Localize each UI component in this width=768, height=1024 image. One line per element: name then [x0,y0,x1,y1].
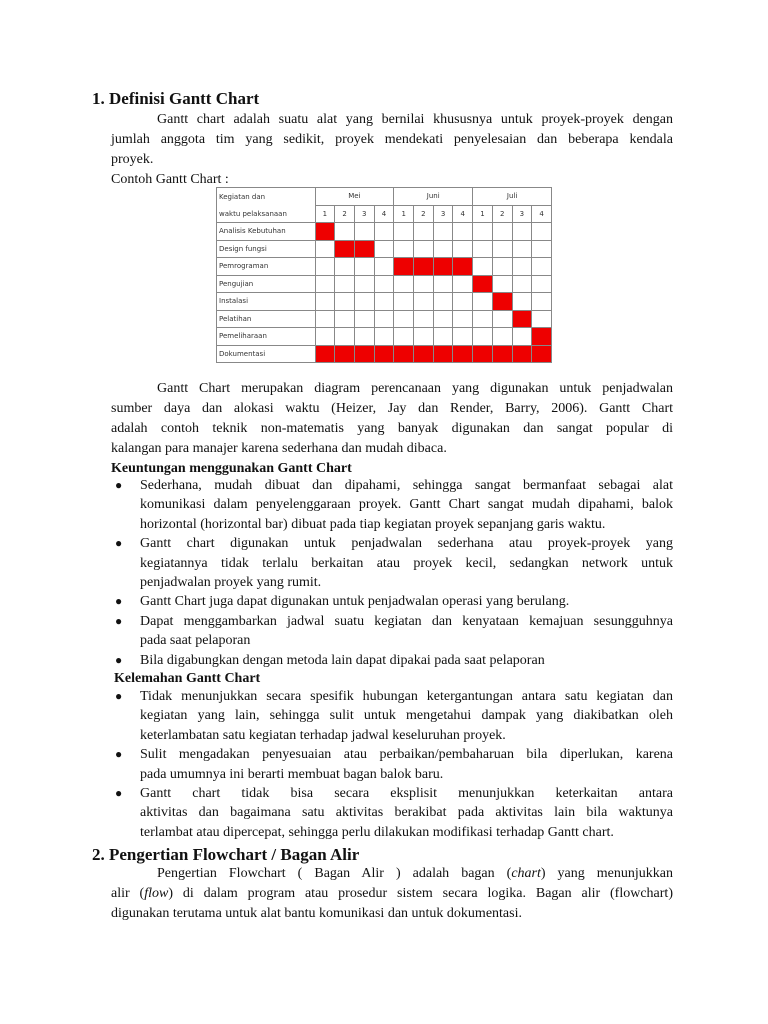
gantt-bar-cell [354,345,374,363]
gantt-bar-cell [512,345,532,363]
gantt-week-label: 1 [315,205,335,223]
intro-line-2: jumlah anggota tim yang sedikit, proyek mendekati penyelesaian dan beberapa kendala [111,132,673,147]
gantt-bar-cell [473,275,493,293]
body-line-2: sumber daya dan alokasi waktu (Heizer, Jay dan Render, Barry, 2006). Gantt Chart [111,401,673,416]
gantt-empty-cell [453,328,473,346]
weakness-item-line: pada umumnya ini berarti membuat bagan balok baru. [140,766,444,782]
gantt-bar-cell [453,258,473,276]
gantt-task-row [217,345,552,363]
gantt-task-name: Instalasi [217,293,316,311]
gantt-empty-cell [335,223,355,241]
advantages-list [111,476,673,670]
bullet-icon: ● [115,786,123,801]
weakness-item-line: terlambat atau dipercepat, sehingga perlu dilakukan modifikasi terhadap Gantt chart. [140,824,614,840]
gantt-bar-cell [492,345,512,363]
gantt-empty-cell [315,310,335,328]
gantt-week-label: 4 [453,205,473,223]
intro-line-1: Gantt chart adalah suatu alat yang bernilai khususnya untuk proyek-proyek dengan [157,112,673,127]
gantt-empty-cell [492,275,512,293]
gantt-empty-cell [414,275,434,293]
example-label: Contoh Gantt Chart : [111,172,229,187]
gantt-week-label: 3 [433,205,453,223]
gantt-empty-cell [433,310,453,328]
weakness-item-line: keterlambatan satu kegiatan terhadap jadwal keseluruhan proyek. [140,727,506,743]
gantt-empty-cell [374,310,394,328]
gantt-empty-cell [414,223,434,241]
flowchart-line-2-em: flow [144,886,169,901]
advantage-item-line: penjadwalan proyek yang rumit. [140,575,322,591]
gantt-header-row-months [217,188,552,206]
gantt-task-row [217,293,552,311]
gantt-empty-cell [492,223,512,241]
bullet-icon: ● [115,478,123,492]
gantt-empty-cell [335,328,355,346]
gantt-month-juli: Juli [473,188,552,206]
bullet-icon: ● [115,613,123,628]
gantt-empty-cell [374,293,394,311]
gantt-empty-cell [433,328,453,346]
gantt-empty-cell [433,240,453,258]
gantt-empty-cell [354,310,374,328]
gantt-empty-cell [414,310,434,328]
gantt-empty-cell [335,258,355,276]
gantt-bar-cell [473,345,493,363]
advantage-item-line: pada saat pelaporan [140,633,251,649]
weakness-item-line: aktivitas dan bagaimana satu aktivitas berakibat pada aktivitas lain bila waktunya [140,805,673,821]
gantt-bar-cell [335,240,355,258]
gantt-task-row [217,328,552,346]
section-2-heading: 2. Pengertian Flowchart / Bagan Alir [92,845,360,864]
gantt-month-mei: Mei [315,188,394,206]
gantt-empty-cell [354,258,374,276]
body-line-1: Gantt Chart merupakan diagram perencanaan yang digunakan untuk penjadwalan [157,381,673,396]
gantt-week-label: 4 [374,205,394,223]
gantt-empty-cell [374,258,394,276]
gantt-empty-cell [335,310,355,328]
gantt-empty-cell [335,275,355,293]
gantt-chart [216,187,552,363]
bullet-icon: ● [115,652,123,667]
gantt-empty-cell [492,240,512,258]
section-1-heading: 1. Definisi Gantt Chart [92,89,260,108]
gantt-empty-cell [315,240,335,258]
weakness-item-line: Tidak menunjukkan secara spesifik hubungan ketergantungan antara satu kegiatan dan [140,689,673,704]
advantage-item [111,651,673,670]
gantt-empty-cell [512,258,532,276]
advantage-item [111,612,673,651]
advantage-item-line: Gantt chart digunakan untuk penjadwalan sederhana atau proyek-proyek yang [140,536,673,552]
gantt-empty-cell [492,328,512,346]
gantt-bar-cell [374,345,394,363]
weakness-item [111,784,673,842]
gantt-empty-cell [532,293,552,311]
gantt-empty-cell [453,310,473,328]
gantt-empty-cell [315,328,335,346]
gantt-empty-cell [394,310,414,328]
flowchart-line-2 [111,884,673,904]
advantages-title: Keuntungan menggunakan Gantt Chart [111,461,352,476]
gantt-empty-cell [354,275,374,293]
gantt-bar-cell [414,345,434,363]
gantt-empty-cell [512,293,532,311]
gantt-task-name: Pengujian [217,275,316,293]
flowchart-line-2-a: alir ( [111,886,145,901]
weaknesses-title: Kelemahan Gantt Chart [114,671,261,686]
gantt-empty-cell [354,293,374,311]
weakness-item-line: Sulit mengadakan penyesuaian atau perbaikan/pembaharuan bila diperlukan, karena [140,747,673,763]
advantage-item-line: Dapat menggambarkan jadwal suatu kegiatan dan kenyataan kemajuan sesungguhnya [140,613,673,629]
gantt-empty-cell [512,328,532,346]
body-line-3: adalah contoh teknik non-matematis yang banyak digunakan dan sangat popular di [111,421,673,436]
gantt-empty-cell [473,310,493,328]
weakness-item [111,745,673,784]
advantage-item [111,534,673,592]
gantt-empty-cell [414,293,434,311]
gantt-empty-cell [532,310,552,328]
bullet-icon: ● [115,747,123,762]
gantt-empty-cell [414,328,434,346]
gantt-bar-cell [433,345,453,363]
gantt-empty-cell [512,240,532,258]
gantt-empty-cell [453,223,473,241]
gantt-empty-cell [394,223,414,241]
gantt-empty-cell [473,223,493,241]
gantt-bar-cell [394,345,414,363]
gantt-empty-cell [453,293,473,311]
gantt-task-name: Pelatihan [217,310,316,328]
gantt-empty-cell [374,328,394,346]
body-line-4: kalangan para manajer karena sederhana dan mudah dibaca. [111,441,447,456]
gantt-task-name: Dokumentasi [217,345,316,363]
gantt-task-row [217,223,552,241]
gantt-empty-cell [532,258,552,276]
gantt-task-row [217,310,552,328]
gantt-week-label: 3 [354,205,374,223]
gantt-header-label-1: Kegiatan dan [217,188,316,206]
intro-paragraph [111,110,673,190]
advantage-item [111,592,673,611]
gantt-week-label: 3 [512,205,532,223]
gantt-week-label: 1 [394,205,414,223]
gantt-empty-cell [394,240,414,258]
gantt-empty-cell [512,223,532,241]
gantt-bar-cell [315,345,335,363]
body-paragraph [111,379,673,459]
gantt-task-name: Analisis Kebutuhan [217,223,316,241]
gantt-empty-cell [453,275,473,293]
gantt-empty-cell [473,328,493,346]
advantage-item-line: Sederhana, mudah dibuat dan dipahami, sehingga sangat bermanfaat sebagai alat [140,478,673,493]
flowchart-line-1-a: Pengertian Flowchart ( Bagan Alir ) adalah bagan ( [157,866,512,881]
gantt-bar-cell [335,345,355,363]
advantage-item [111,476,673,534]
gantt-bar-cell [492,293,512,311]
gantt-empty-cell [433,223,453,241]
gantt-week-label: 2 [414,205,434,223]
gantt-empty-cell [473,293,493,311]
gantt-header-label-2: waktu pelaksanaan [217,205,316,223]
gantt-bar-cell [394,258,414,276]
gantt-header-row-weeks [217,205,552,223]
gantt-empty-cell [512,275,532,293]
gantt-empty-cell [374,240,394,258]
gantt-empty-cell [374,275,394,293]
weakness-item-line: Gantt chart tidak bisa secara eksplisit menunjukkan keterkaitan antara [140,786,673,802]
advantage-item-line: kegiatannya tidak terlalu berkaitan atau proyek kecil, sedangkan network untuk [140,555,673,571]
gantt-empty-cell [473,258,493,276]
flowchart-paragraph [111,864,673,924]
gantt-empty-cell [532,275,552,293]
gantt-task-row [217,275,552,293]
gantt-empty-cell [315,258,335,276]
flowchart-line-2-b: ) di dalam program atau prosedur sistem secara logika. Bagan alir (flowchart) [168,886,673,901]
gantt-empty-cell [354,223,374,241]
gantt-empty-cell [473,240,493,258]
gantt-empty-cell [453,240,473,258]
gantt-empty-cell [394,293,414,311]
gantt-bar-cell [354,240,374,258]
gantt-bar-cell [433,258,453,276]
flowchart-line-1 [111,864,673,884]
gantt-empty-cell [354,328,374,346]
gantt-empty-cell [532,223,552,241]
gantt-week-label: 1 [473,205,493,223]
flowchart-line-1-b: ) yang menunjukkan [540,866,674,881]
gantt-empty-cell [492,310,512,328]
gantt-task-name: Design fungsi [217,240,316,258]
weaknesses-list [111,687,673,842]
intro-line-3: proyek. [111,152,154,167]
gantt-bar-cell [532,345,552,363]
gantt-bar-cell [453,345,473,363]
flowchart-line-1-em: chart [511,866,541,881]
gantt-table [216,187,552,363]
gantt-bar-cell [532,328,552,346]
bullet-icon: ● [115,594,123,609]
gantt-empty-cell [414,240,434,258]
gantt-month-juni: Juni [394,188,473,206]
gantt-task-row [217,258,552,276]
advantage-item-line: horizontal (horizontal bar) dibuat pada tiap kegiatan proyek sepanjang garis waktu. [140,516,606,532]
gantt-task-name: Pemrograman [217,258,316,276]
flowchart-line-3: digunakan terutama untuk alat bantu komunikasi dan untuk dokumentasi. [111,906,522,921]
gantt-task-name: Pemeliharaan [217,328,316,346]
advantage-item-line: Gantt Chart juga dapat digunakan untuk penjadwalan operasi yang berulang. [140,594,570,610]
gantt-empty-cell [315,275,335,293]
gantt-task-row [217,240,552,258]
gantt-empty-cell [374,223,394,241]
gantt-empty-cell [335,293,355,311]
gantt-empty-cell [394,275,414,293]
gantt-empty-cell [394,328,414,346]
gantt-empty-cell [492,258,512,276]
gantt-empty-cell [433,293,453,311]
gantt-week-label: 2 [492,205,512,223]
gantt-bar-cell [315,223,335,241]
gantt-empty-cell [532,240,552,258]
weakness-item [111,687,673,745]
gantt-week-label: 4 [532,205,552,223]
advantage-item-line: Bila digabungkan dengan metoda lain dapat dipakai pada saat pelaporan [140,652,545,668]
weakness-item-line: kegiatan yang lain, sehingga sulit untuk mengetahui dampak yang diakibatkan oleh [140,708,673,724]
gantt-empty-cell [433,275,453,293]
gantt-week-label: 2 [335,205,355,223]
gantt-empty-cell [315,293,335,311]
gantt-bar-cell [414,258,434,276]
advantage-item-line: komunikasi dalam penyelenggaraan proyek. Gantt Chart sangat mudah dipahami, balok [140,497,673,513]
bullet-icon: ● [115,536,123,551]
gantt-bar-cell [512,310,532,328]
bullet-icon: ● [115,689,123,703]
